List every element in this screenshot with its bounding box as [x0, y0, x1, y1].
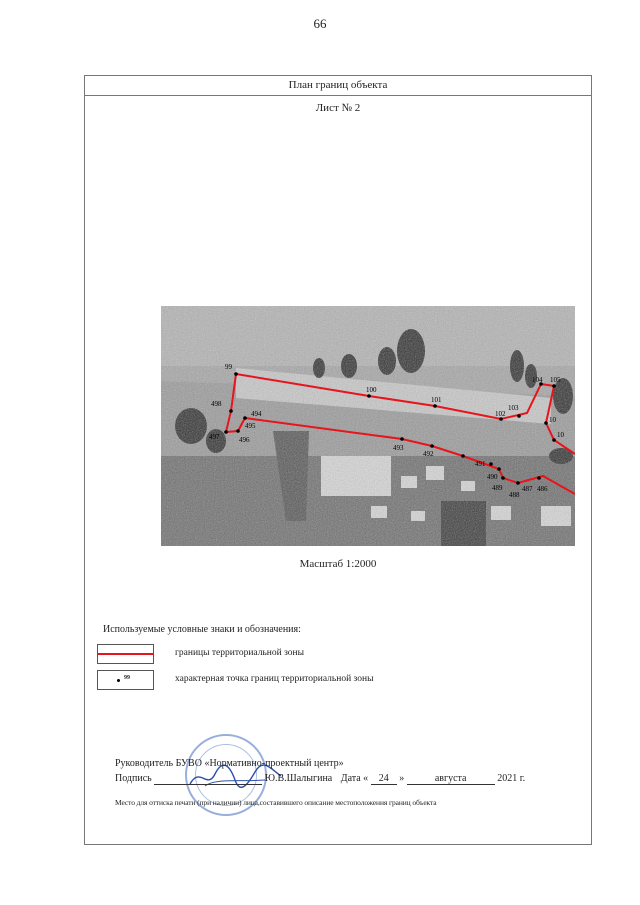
red-line-swatch	[98, 653, 153, 655]
legend-row-boundary	[97, 644, 567, 664]
date-day: 24	[371, 773, 397, 785]
point-label-107: 10	[557, 431, 564, 439]
date-label: Дата «	[340, 773, 369, 784]
map-svg	[161, 306, 575, 546]
legend-symbol-point	[97, 670, 154, 690]
sign-label: Подпись	[115, 773, 152, 784]
point-label-490: 490	[487, 473, 498, 481]
plan-title: План границ объекта	[85, 76, 591, 96]
map-scale: Масштаб 1:2000	[299, 558, 377, 570]
point-label-498: 498	[211, 400, 222, 408]
texture	[161, 306, 575, 546]
point-label-103: 103	[508, 404, 519, 412]
point-label-106: 10	[549, 416, 556, 424]
date-year: 2021 г.	[497, 773, 526, 784]
point-label-496: 496	[239, 436, 250, 444]
point-label-486: 486	[537, 485, 548, 493]
point-label-487: 487	[522, 485, 533, 493]
point-label-488: 488	[509, 491, 520, 499]
signature-field	[154, 773, 262, 785]
point-label-104: 104	[532, 376, 543, 384]
point-label-101: 101	[431, 396, 442, 404]
point-label-492: 492	[423, 450, 434, 458]
legend-text-boundary: границы территориальной зоны	[175, 648, 305, 658]
legend-text-point: характерная точка границ территориальной зоны	[175, 674, 374, 684]
point-label-100: 100	[366, 386, 377, 394]
signer-name: Ю.В.Шалыгина	[264, 773, 333, 784]
signature-line	[115, 773, 525, 785]
point-label-497: 497	[209, 433, 220, 441]
sheet-label: Лист № 2	[315, 102, 361, 114]
page-number: 66	[313, 16, 327, 31]
legend-row-point	[97, 670, 567, 690]
point-label-102: 102	[495, 410, 506, 418]
legend-symbol-red-line	[97, 644, 154, 664]
signature-heading: Руководитель БУВО «Нормативно-проектный центр»	[115, 758, 344, 769]
point-label-99: 99	[225, 363, 232, 371]
legend-title: Используемые условные знаки и обозначения:	[103, 624, 301, 635]
point-label-491: 491	[475, 460, 486, 468]
legend-point-label: 99	[124, 675, 130, 681]
point-label-489: 489	[492, 484, 503, 492]
point-dot-icon	[117, 679, 120, 682]
aerial-map	[161, 306, 575, 546]
point-label-493: 493	[393, 444, 404, 452]
point-label-105: 105	[550, 376, 561, 384]
stamp-note: Место для оттиска печати (при наличии) лица,составившего описание местоположения границ объекта	[115, 798, 437, 807]
date-month: августа	[407, 773, 495, 785]
point-label-495: 495	[245, 422, 256, 430]
date-mid: »	[399, 773, 405, 784]
point-label-494: 494	[251, 410, 262, 418]
plan-frame	[84, 75, 592, 845]
